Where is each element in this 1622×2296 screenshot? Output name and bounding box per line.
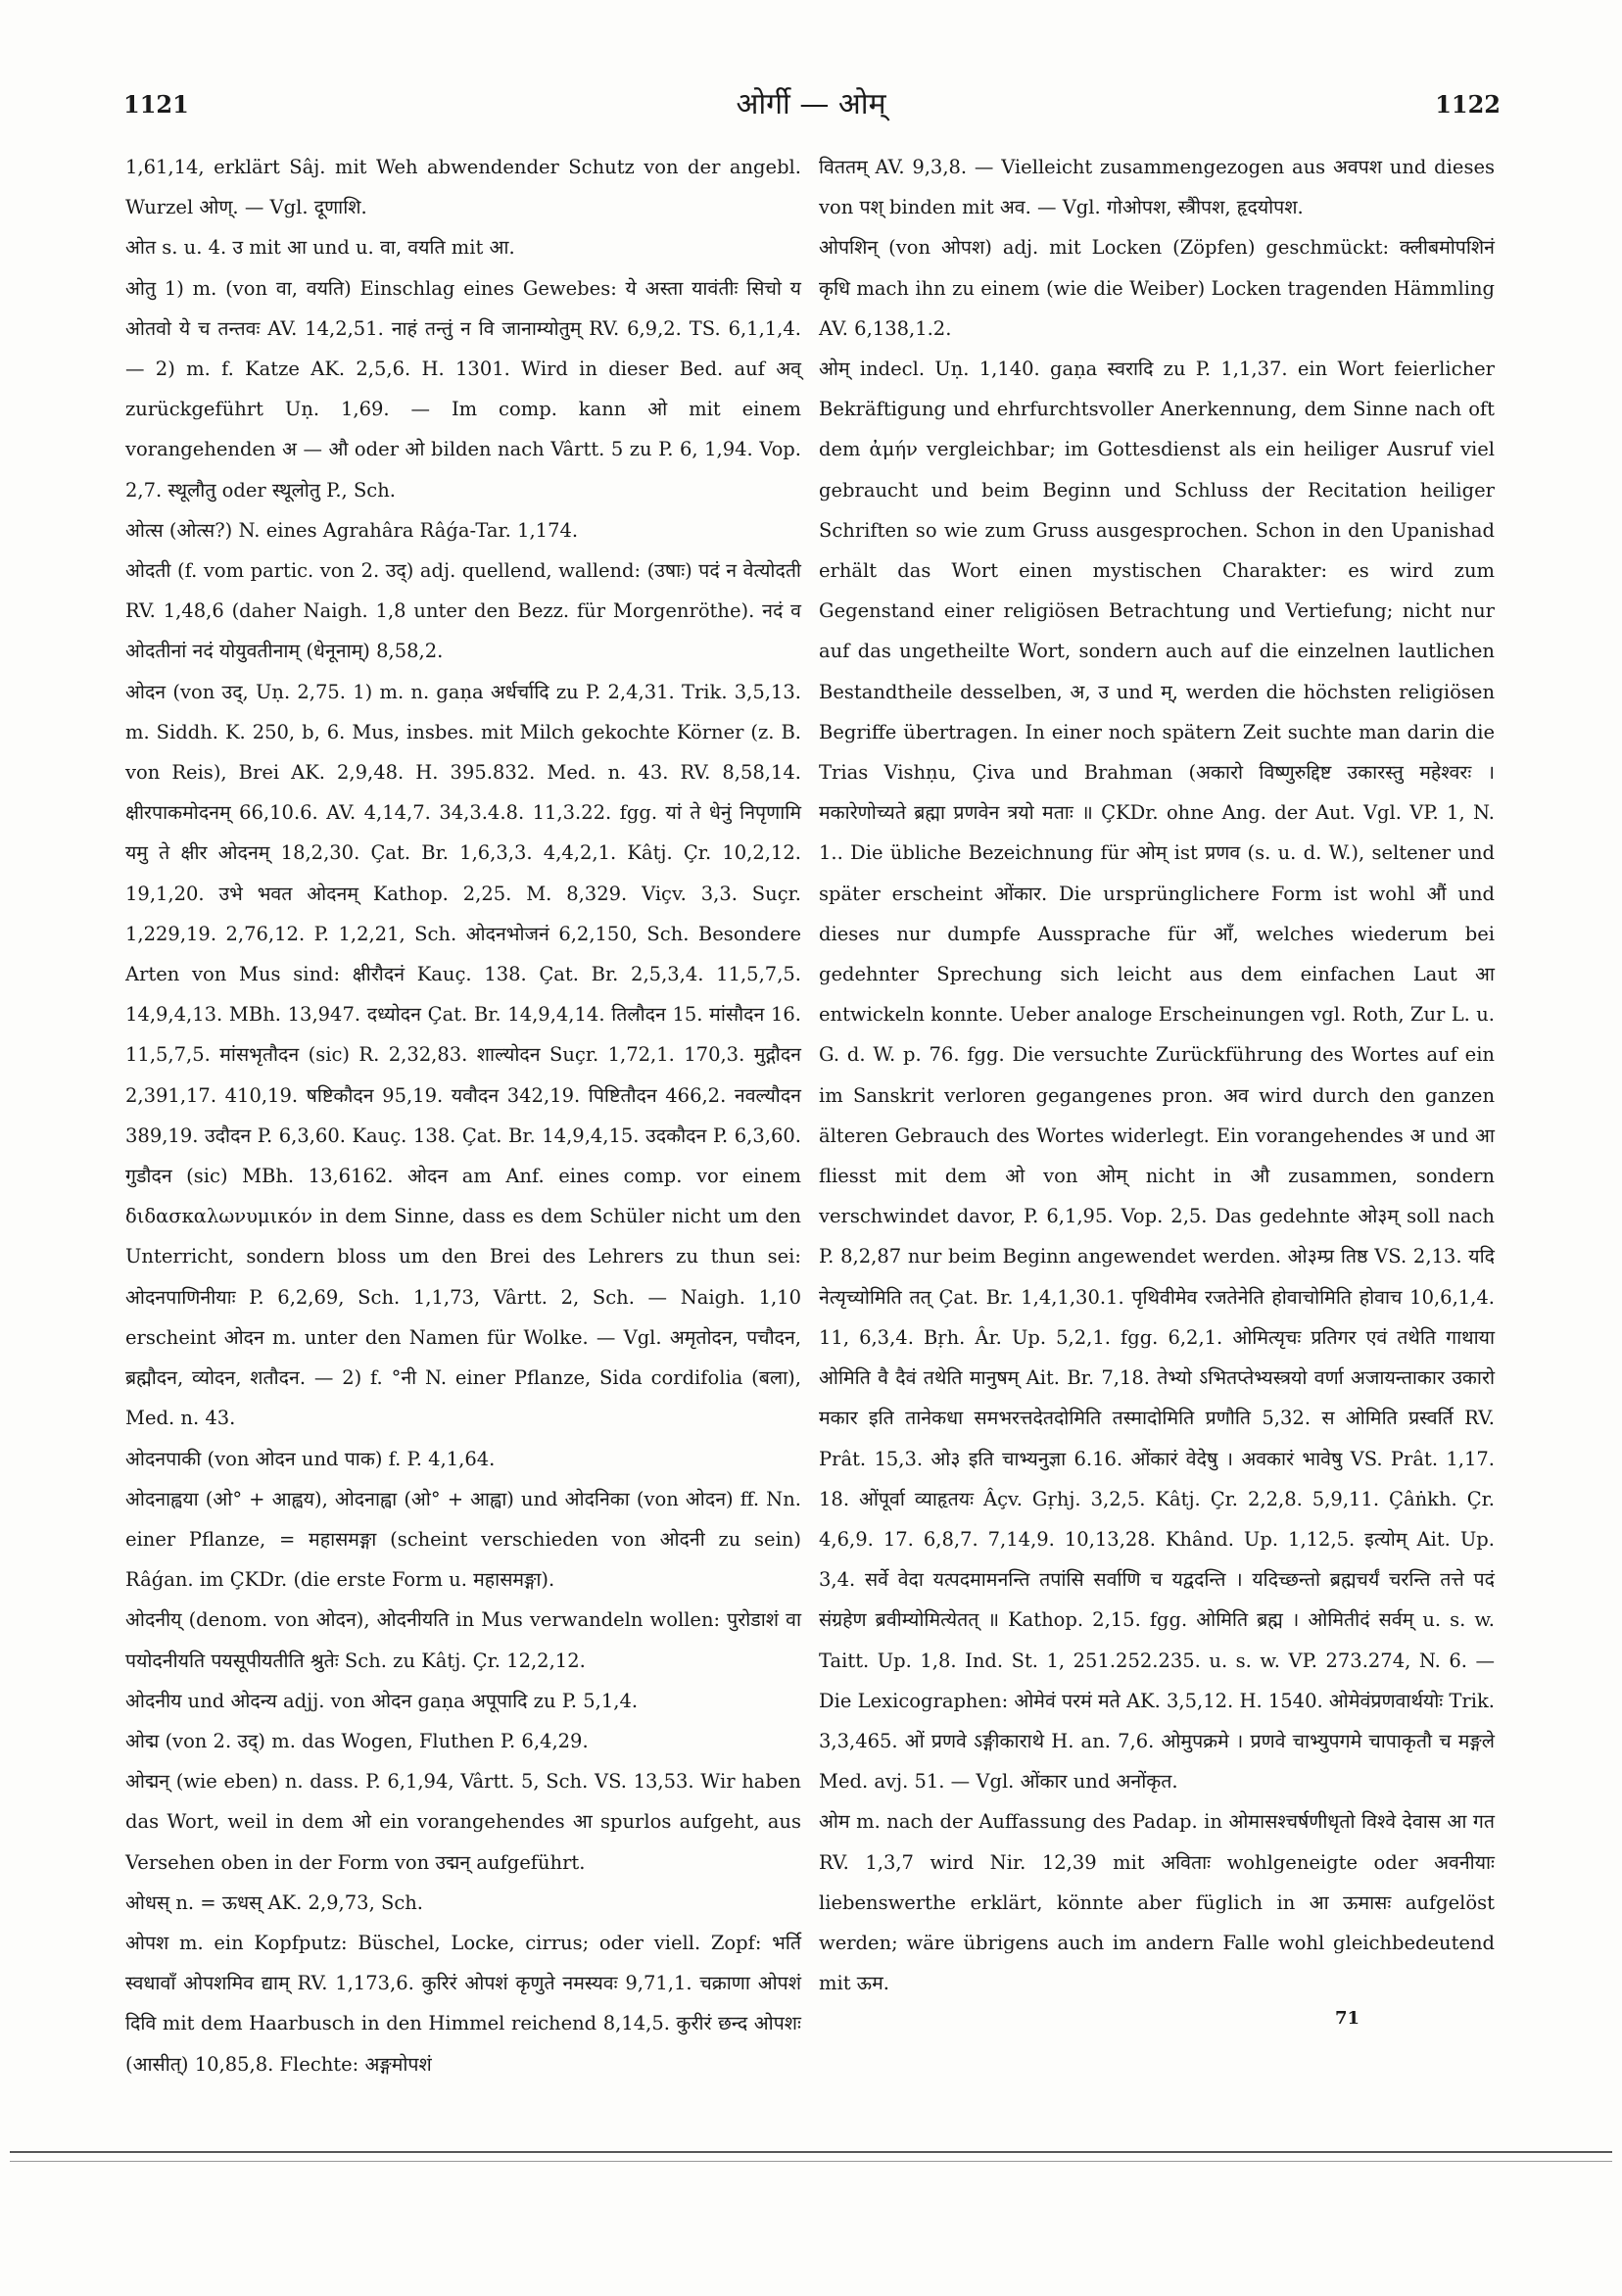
left-column xyxy=(125,147,801,2084)
entry-paragraph: ओदनीय् (denom. von ओदन), ओदनीयति in Mus verwandeln wollen: पुरोडाशं वा पयोदनीयति पयसूपीयतीति श्रुतेः Sch. zu Kâtj. Çr. 12,2,12. xyxy=(125,1608,801,1672)
entry-paragraph: ओदन (von उद्, Uṇ. 2,75. 1) m. n. gaṇa अर्धर्चादि zu P. 2,4,31. Trik. 3,5,13. m. Siddh. K. 250, b, 6. Mus, insbes. mit Milch gekochte Körner (z. B. von Reis), Brei AK. 2,9,48. H. 395.832. Med. n. 43. RV. 8,58,14. क्षीरपाकमोदनम् 66,10.6. AV. 4,14,7. 34,3.4.8. 11,3.22. fgg. यां ते धेनुं निपृणामि यमु ते क्षीर ओदनम् 18,2,30. Çat. Br. 1,6,3,3. 4,4,2,1. Kâtj. Çr. 10,2,12. 19,1,20. उभे भवत ओदनम् Kathop. 2,25. M. 8,329. Viçv. 3,3. Suçr. 1,229,19. 2,76,12. P. 1,2,21, Sch. ओदनभोजनं 6,2,150, Sch. Besondere Arten von Mus sind: क्षीरौदनं Kauç. 138. Çat. Br. 2,5,3,4. 11,5,7,5. 14,9,4,13. MBh. 13,947. दध्योदन Çat. Br. 14,9,4,14. तिलौदन 15. मांसौदन 16. 11,5,7,5. मांसभृतौदन (sic) R. 2,32,83. शाल्योदन Suçr. 1,72,1. 170,3. मुद्गौदन 2,391,17. 410,19. षष्टिकौदन 95,19. यवौदन 342,19. पिष्टितौदन 466,2. नवल्यौदन 389,19. उदौदन P. 6,3,60. Kauç. 138. Çat. Br. 14,9,4,15. उदकौदन P. 6,3,60. गुडौदन (sic) MBh. 13,6162. ओदन am Anf. eines comp. vor einem διδασκαλωνυμικόν in dem Sinne, dass es dem Schüler nicht um den Unterricht, sondern bloss um den Brei des Lehrers zu thun sei: ओदनपाणिनीयाः P. 6,2,69, Sch. 1,1,73, Vârtt. 2, Sch. — Naigh. 1,10 erscheint ओदन m. unter den Namen für Wolke. — Vgl. अमृतोदन, पचौदन, ब्रह्मौदन, व्योदन, शतौदन. — 2) f. °नी N. einer Pflanze, Sida cordifolia (बला), Med. n. 43. xyxy=(125,680,801,1430)
running-headword: ओर्गी — ओम् xyxy=(736,87,886,121)
entry-paragraph: ओद्मन् (wie eben) n. dass. P. 6,1,94, Vârtt. 5, Sch. VS. 13,53. Wir haben das Wort, weil in dem ओ ein vorangehendes आ spurlos aufgeht, aus Versehen oben in der Form von उद्मन् aufgeführt. xyxy=(125,1770,801,1874)
entry-paragraph: ओदनपाकी (von ओदन und पाक) f. P. 4,1,64. xyxy=(125,1447,496,1470)
entry-paragraph: 1,61,14, erklärt Sâj. mit Weh abwendender Schutz von der angebl. Wurzel ओण्. — Vgl. दूणाशि. xyxy=(125,156,801,219)
bottom-rule-thin xyxy=(10,2161,1612,2162)
entry-paragraph: ओम m. nach der Auffassung des Padap. in ओमासश्चर्षणीधृतो विश्वे देवास आ गत RV. 1,3,7 wird Nir. 12,39 mit अविताः wohlgeneigte oder अवनीयाः liebenswerthe erklärt, könnte aber füglich in आ ऊमासः aufgelöst werden; wäre übrigens auch im andern Falle wohl gleichbedeutend mit ऊम. xyxy=(819,1810,1495,1995)
bottom-rule xyxy=(10,2151,1612,2153)
entry-paragraph: ओत s. u. 4. उ mit आ und u. वा, वयति mit आ. xyxy=(125,236,515,260)
entry-paragraph: ओदती (f. vom partic. von 2. उद्) adj. quellend, wallend: (उषाः) पदं न वेत्योदती RV. 1,48,6 (daher Naigh. 1,8 unter den Bezz. für Morgenröthe). नदं व ओदतीनां नदं योयुवतीनाम् (धेनूनाम्) 8,58,2. xyxy=(125,559,801,663)
entry-paragraph: ओपशिन् (von ओपश) adj. mit Locken (Zöpfen) geschmückt: क्लीबमोपशिनं कृधि mach ihn zu einem (wie die Weiber) Locken tragenden Hämmling AV. 6,138,1.2. xyxy=(819,236,1495,340)
entry-paragraph: ओत्स (ओत्स?) N. eines Agrahâra Râǵa-Tar. 1,174. xyxy=(125,518,579,542)
page-number-left: 1121 xyxy=(123,90,189,119)
entry-paragraph: ओतु 1) m. (von वा, वयति) Einschlag eines Gewebes: ये अस्ता यावंतीः सिचो य ओतवो ये च तन्तवः AV. 14,2,51. नाहं तन्तुं न वि जानाम्योतुम् RV. 6,9,2. TS. 6,1,1,4. — 2) m. f. Katze AK. 2,5,6. H. 1301. Wird in dieser Bed. auf अव् zurückgeführt Uṇ. 1,69. — Im comp. kann ओ mit einem vorangehenden अ — औ oder ओ bilden nach Vârtt. 5 zu P. 6, 1,94. Vop. 2,7. स्थूलौतु oder स्थूलोतु P., Sch. xyxy=(125,276,801,502)
page-number-right: 1122 xyxy=(1435,90,1501,119)
entry-paragraph: विततम् AV. 9,3,8. — Vielleicht zusammengezogen aus अवपश und dieses von पश् binden mit अव. — Vgl. गोओपश, स्त्रैोपश, हृदयोपश. xyxy=(819,156,1495,219)
entry-paragraph: ओम् indecl. Uṇ. 1,140. gaṇa स्वरादि zu P. 1,1,37. ein Wort feierlicher Bekräftigung und ehrfurchtsvoller Anerkennung, dem Sinne nach oft dem ἀμήν vergleichbar; im Gottesdienst als ein heiliger Ausruf viel gebraucht und beim Beginn und Schluss der Recitation heiliger Schriften so wie zum Gruss ausgesprochen. Schon in den Upanishad erhält das Wort einen mystischen Charakter: es wird zum Gegenstand einer religiösen Betrachtung und Vertiefung; nicht nur auf das ungetheilte Wort, sondern auch auf die einzelnen lautlichen Bestandtheile desselben, अ, उ und म्, werden die höchsten religiösen Begriffe übertragen. In einer noch spätern Zeit suchte man darin die Trias Vishṇu, Çiva und Brahman (अकारो विष्णुरुद्दिष्ट उकारस्तु महेश्वरः । मकारेणोच्यते ब्रह्मा प्रणवेन त्रयो मताः ॥ ÇKDr. ohne Ang. der Aut. Vgl. VP. 1, N. 1.. Die übliche Bezeichnung für ओम् ist प्रणव (s. u. d. W.), seltener und später erscheint ओंकार. Die ursprünglichere Form ist wohl औं und dieses nur dumpfe Aussprache für आँ, welches wiederum bei gedehnter Sprechung sich leicht aus dem einfachen Laut आ entwickeln konnte. Ueber analoge Erscheinungen vgl. Roth, Zur L. u. G. d. W. p. 76. fgg. Die versuchte Zurückführung des Wortes auf ein im Sanskrit verloren gegangenes pron. अव wird durch den ganzen älteren Gebrauch des Wortes widerlegt. Ein vorangehendes अ und आ fliesst mit dem ओ von ओम् nicht in औ zusammen, sondern verschwindet davor, P. 6,1,95. Vop. 2,5. Das gedehnte ओ३म् soll nach P. 8,2,87 nur beim Beginn angewendet werden. ओ३म्प्र तिष्ठ VS. 2,13. यदि नेत्यृच्योमिति तत् Çat. Br. 1,4,1,30.1. पृथिवीमेव रजतेनेति होवाचोमिति होवाच 10,6,1,4. 11, 6,3,4. Bṛh. Âr. Up. 5,2,1. fgg. 6,2,1. ओमित्यृचः प्रतिगर एवं तथेति गाथाया ओमिति वै दैवं तथेति मानुषम् Ait. Br. 7,18. तेभ्यो ऽभितप्तेभ्यस्त्रयो वर्णा अजायन्ताकार उकारो मकार इति तानेकधा समभरत्तदेतदोमिति तस्मादोमिति प्रणौति 5,32. स ओमिति प्रस्वर्ति RV. Prât. 15,3. ओ३ इति चाभ्यनुज्ञा 6.16. ओंकारं वेदेषु । अवकारं भावेषु VS. Prât. 1,17. 18. ओंपूर्वा व्याहृतयः Âçv. Gṛhj. 3,2,5. Kâtj. Çr. 2,2,8. 5,9,11. Çâṅkh. Çr. 4,6,9. 17. 6,8,7. 7,14,9. 10,13,28. Khând. Up. 1,12,5. इत्योम् Ait. Up. 3,4. सर्वे वेदा यत्पदमामनन्ति तपांसि सर्वाणि च यद्वदन्ति । यदिच्छन्तो ब्रह्मचर्यं चरन्ति तत्ते पदं संग्रहेण ब्रवीम्योमित्येतत् ॥ Kathop. 2,15. fgg. ओमिति ब्रह्म । ओमितीदं सर्वम् u. s. w. Taitt. Up. 1,8. Ind. St. 1, 251.252.235. u. s. w. VP. 273.274, N. 6. — Die Lexicographen: ओमेवं परमं मते AK. 3,5,12. H. 1540. ओमेवंप्रणवार्थयोः Trik. 3,3,465. ओं प्रणवे ऽङ्गीकाराथे H. an. 7,6. ओमुपक्रमे । प्रणवे चाभ्युपगमे चापाकृतौ च मङ्गले Med. avj. 51. — Vgl. ओंकार und अनोंकृत. xyxy=(819,358,1495,1794)
signature-number: 71 xyxy=(1335,2008,1360,2029)
entry-paragraph: ओधस् n. = ऊधस् AK. 2,9,73, Sch. xyxy=(125,1890,423,1914)
entry-paragraph: ओदनाह्वया (ओ° + आह्वय), ओदनाह्वा (ओ° + आह्वा) und ओदनिका (von ओदन) ff. Nn. einer Pflanze, = महासमङ्गा (scheint verschieden von ओदनी zu sein) Râǵan. im ÇKDr. (die erste Form u. महासमङ्गा). xyxy=(125,1487,801,1592)
entry-paragraph: ओपश m. ein Kopfputz: Büschel, Locke, cirrus; oder viell. Zopf: भर्ति स्वधावाँ ओपशमिव द्याम् RV. 1,173,6. कुरिरं ओपशं कृणुते नमस्यवः 9,71,1. चक्राणा ओपशं दिवि mit dem Haarbusch in den Himmel reichend 8,14,5. कुरीरं छन्द ओपशः (आसीत्) 10,85,8. Flechte: अङ्गमोपशं xyxy=(125,1931,801,2076)
entry-paragraph: ओदनीय und ओदन्य adjj. von ओदन gaṇa अपूपादि zu P. 5,1,4. xyxy=(125,1689,639,1712)
entry-paragraph: ओद्म (von 2. उद्) m. das Wogen, Fluthen P. 6,4,29. xyxy=(125,1729,589,1752)
right-column xyxy=(819,147,1495,2003)
